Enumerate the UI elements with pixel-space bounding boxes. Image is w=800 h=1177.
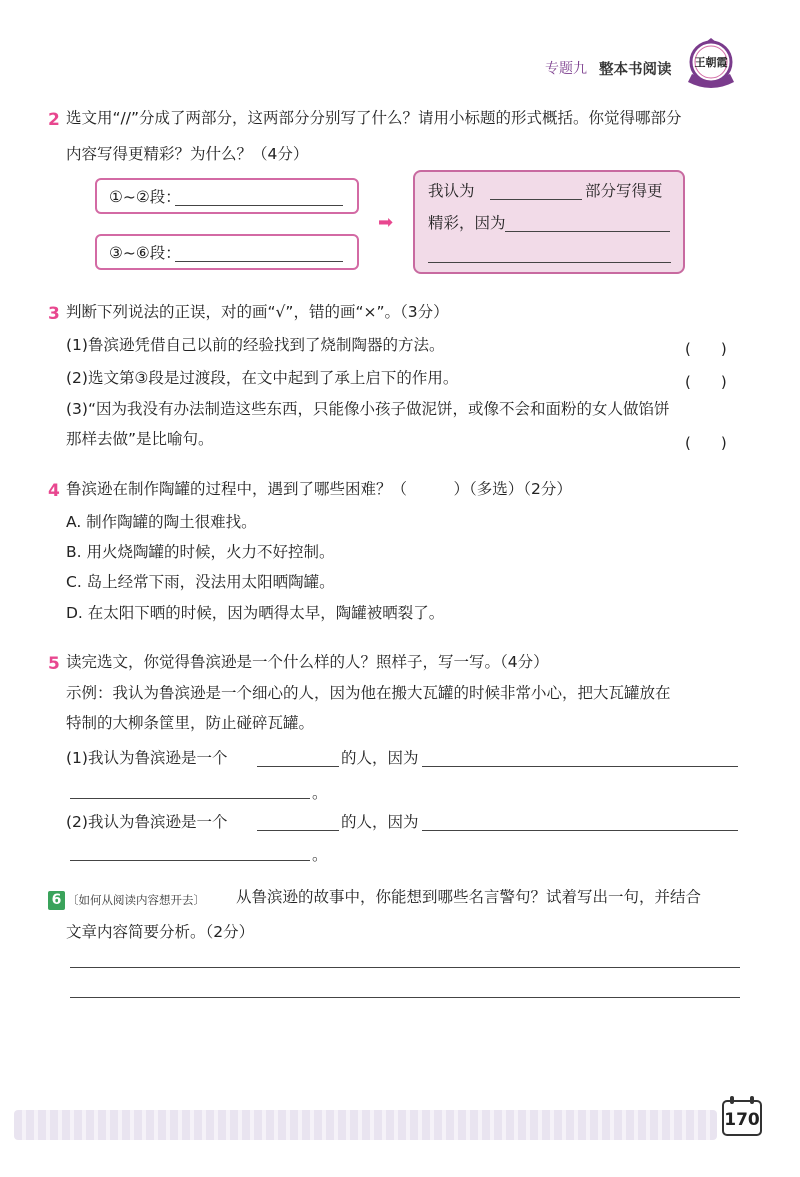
- q3-item2-answer[interactable]: ( ): [685, 373, 727, 391]
- q2-box2-answer-line[interactable]: [175, 261, 343, 262]
- q5-fill2-end: 。: [312, 846, 328, 864]
- q3-item3-line2: 那样去做”是比喻句。: [66, 430, 214, 448]
- q4-option-b: B. 用火烧陶罐的时候，火力不好控制。: [66, 543, 335, 561]
- q4-option-d: D. 在太阳下晒的时候，因为晒得太早，陶罐被晒裂了。: [66, 604, 445, 622]
- q6-answer-line1[interactable]: [70, 967, 740, 968]
- q2-box2-label: ③~⑥段：: [109, 244, 181, 262]
- q5-fill2-prefix: (2)我认为鲁滨逊是一个: [66, 813, 228, 831]
- q5-fill1-mid: 的人，因为: [341, 749, 419, 767]
- q4-option-c: C. 岛上经常下雨，没法用太阳晒陶罐。: [66, 573, 335, 591]
- q2-number: 2: [48, 110, 60, 130]
- q2-box1-answer-line[interactable]: [175, 205, 343, 206]
- q5-intro: 读完选文，你觉得鲁滨逊是一个什么样的人？照样子，写一写。（4分）: [66, 653, 549, 671]
- q2-arrow-icon: ➡: [378, 212, 394, 233]
- q2-box-paragraphs-3-6: [95, 234, 359, 270]
- q4-option-a: A. 制作陶罐的陶土很难找。: [66, 513, 257, 531]
- q2-right-line2[interactable]: [505, 231, 670, 232]
- q2-box-paragraphs-1-2: [95, 178, 359, 214]
- q3-item2: (2)选文第③段是过渡段，在文中起到了承上启下的作用。: [66, 369, 459, 387]
- q5-fill1-end: 。: [312, 784, 328, 802]
- q5-fill2-blank1[interactable]: [257, 830, 339, 831]
- q6-line2: 文章内容简要分析。（2分）: [66, 923, 255, 941]
- page-number: 170: [724, 1110, 760, 1130]
- q2-right-line1[interactable]: [490, 199, 582, 200]
- q3-item3-line1: (3)“因为我没有办法制造这些东西，只能像小孩子做泥饼，或像不会和面粉的女人做馅饼: [66, 400, 670, 418]
- q3-item3-answer[interactable]: ( ): [685, 434, 727, 452]
- q3-intro: 判断下列说法的正误，对的画“√”，错的画“×”。（3分）: [66, 303, 449, 321]
- q2-right-c: 精彩，因为: [428, 214, 506, 232]
- q2-box1-label: ①~②段：: [109, 188, 181, 206]
- q2-answer-panel: [413, 170, 685, 274]
- q5-fill2-blank2[interactable]: [422, 830, 738, 831]
- q2-right-a: 我认为: [428, 182, 475, 200]
- logo-text: 王朝霞: [694, 56, 728, 69]
- q2-right-b: 部分写得更: [585, 182, 663, 200]
- header-section: 专题九: [545, 61, 587, 77]
- header-title: 整本书阅读: [599, 62, 672, 78]
- publisher-logo: [682, 38, 740, 92]
- q5-fill1-blank2[interactable]: [422, 766, 738, 767]
- q6-number: 6: [48, 889, 65, 910]
- page-number-badge: [722, 1100, 762, 1136]
- q5-example-line2: 特制的大柳条筐里，防止碰碎瓦罐。: [66, 714, 315, 732]
- q3-item1: (1)鲁滨逊凭借自己以前的经验找到了烧制陶器的方法。: [66, 336, 445, 354]
- q3-item1-answer[interactable]: ( ): [685, 340, 727, 358]
- q5-fill2-mid: 的人，因为: [341, 813, 419, 831]
- q5-fill1-blank3[interactable]: [70, 798, 310, 799]
- q4-intro: 鲁滨逊在制作陶罐的过程中，遇到了哪些困难？（ ）（多选）（2分）: [66, 480, 572, 498]
- q6-line1: 从鲁滨逊的故事中，你能想到哪些名言警句？试着写出一句，并结合: [236, 888, 702, 906]
- footer-decorative-band: [14, 1110, 717, 1140]
- q2-line1: 选文用“//”分成了两部分，这两部分分别写了什么？请用小标题的形式概括。你觉得哪部分: [66, 109, 682, 127]
- q5-number: 5: [48, 654, 60, 674]
- q2-line2: 内容写得更精彩？为什么？（4分）: [66, 145, 309, 163]
- q5-fill1-blank1[interactable]: [257, 766, 339, 767]
- q5-example-line1: 示例：我认为鲁滨逊是一个细心的人，因为他在搬大瓦罐的时候非常小心，把大瓦罐放在: [66, 684, 671, 702]
- q2-right-line3[interactable]: [428, 262, 671, 263]
- q5-fill1-prefix: (1)我认为鲁滨逊是一个: [66, 749, 228, 767]
- q4-number: 4: [48, 481, 60, 501]
- q3-number: 3: [48, 304, 60, 324]
- q6-skill-tag: 〔如何从阅读内容想开去〕: [67, 893, 205, 907]
- q5-fill2-blank3[interactable]: [70, 860, 310, 861]
- q6-answer-line2[interactable]: [70, 997, 740, 998]
